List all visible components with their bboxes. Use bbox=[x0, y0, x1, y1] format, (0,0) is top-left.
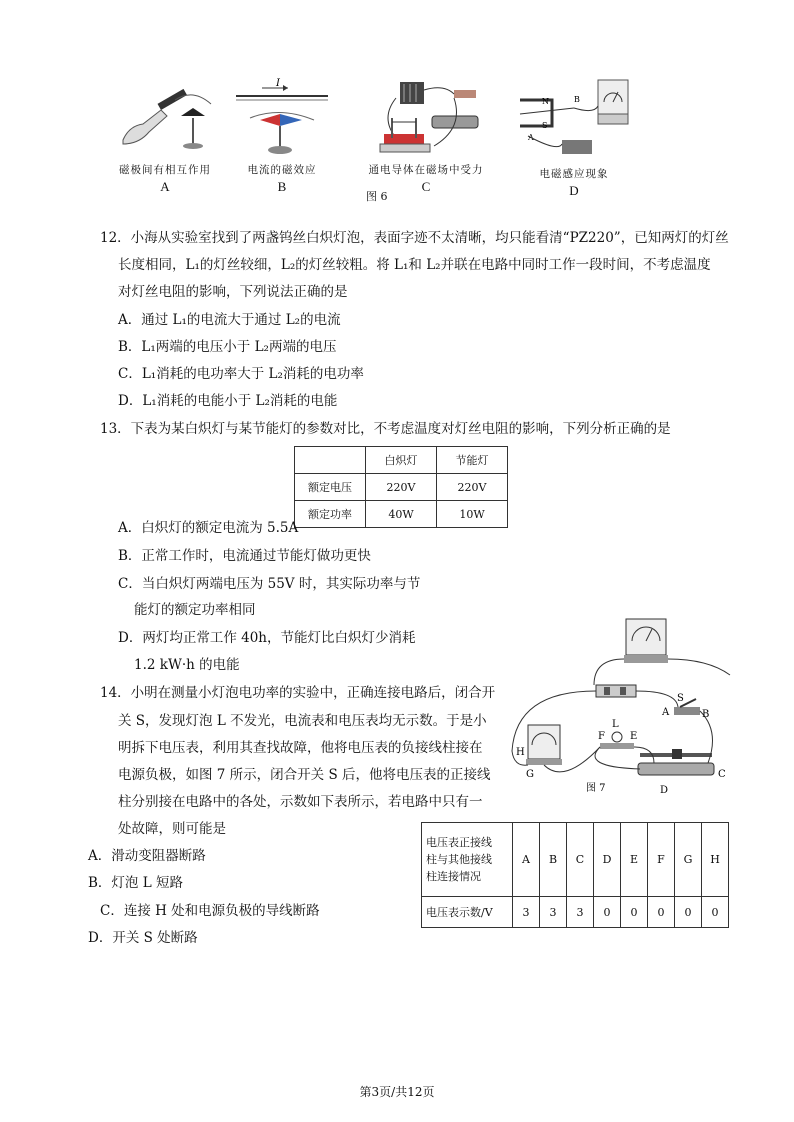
table-cell bbox=[295, 447, 366, 474]
force-on-conductor-illustration bbox=[366, 78, 486, 158]
q14-stem-line-5: 柱分别接在电路中的各处，示数如下表所示，若电路中只有一 bbox=[118, 794, 483, 810]
q12-stem-line-2: 长度相同，L₁的灯丝较细，L₂的灯丝较粗。将 L₁和 L₂并联在电路中同时工作一段时间，不考虑温度 bbox=[118, 257, 711, 273]
fig7-label-e: E bbox=[630, 731, 638, 742]
fig7-label-f: F bbox=[598, 731, 605, 742]
q14-option-a: A．滑动变阻器断路 bbox=[88, 848, 206, 864]
figure6-letter-b: B bbox=[277, 179, 287, 194]
table-cell: 3 bbox=[567, 897, 594, 928]
figure6-item-d bbox=[514, 78, 634, 199]
table-cell: A bbox=[513, 823, 540, 897]
q14-stem-line-3: 明拆下电压表，利用其查找故障，他将电压表的负接线柱接在 bbox=[118, 740, 483, 756]
q12-option-b: B．L₁两端的电压小于 L₂两端的电压 bbox=[118, 339, 337, 355]
fig7-label-h: H bbox=[516, 747, 525, 758]
header-line: 电压表正接线 bbox=[426, 836, 492, 849]
q14-option-b: B．灯泡 L 短路 bbox=[88, 875, 183, 891]
oersted-experiment-illustration bbox=[232, 78, 332, 158]
figure6-letter-d: D bbox=[569, 183, 579, 198]
svg-text:S: S bbox=[542, 121, 548, 130]
q12-stem-line-3: 对灯丝电阻的影响，下列说法正确的是 bbox=[118, 284, 348, 300]
table-row bbox=[295, 447, 508, 474]
table-row-label: 电压表示数/V bbox=[422, 897, 513, 928]
header-line: 柱连接情况 bbox=[426, 870, 481, 883]
table-cell: 0 bbox=[675, 897, 702, 928]
q12-option-d: D．L₁消耗的电能小于 L₂消耗的电能 bbox=[118, 393, 338, 409]
table-row bbox=[295, 501, 508, 528]
svg-text:N: N bbox=[542, 97, 549, 106]
figure6-caption-a: 磁极间有相互作用 bbox=[119, 164, 211, 176]
table-cell: 220V bbox=[366, 474, 437, 501]
table-cell: 0 bbox=[621, 897, 648, 928]
table-cell: G bbox=[675, 823, 702, 897]
table-row bbox=[422, 897, 729, 928]
table-cell: E bbox=[621, 823, 648, 897]
fig7-label-g: G bbox=[526, 769, 534, 780]
figure7-label: 图 7 bbox=[586, 783, 606, 794]
q13-option-c-line-2: 能灯的额定功率相同 bbox=[134, 602, 256, 618]
q13-option-b: B．正常工作时，电流通过节能灯做功更快 bbox=[118, 548, 371, 564]
table-cell: 节能灯 bbox=[437, 447, 508, 474]
table-cell: D bbox=[594, 823, 621, 897]
svg-text:B: B bbox=[574, 95, 580, 104]
table-cell: B bbox=[540, 823, 567, 897]
table-cell: 白炽灯 bbox=[366, 447, 437, 474]
q14-option-d: D．开关 S 处断路 bbox=[88, 930, 198, 946]
figure6-item-a bbox=[105, 78, 225, 195]
figure6-item-b bbox=[232, 78, 332, 195]
header-line: 柱与其他接线 bbox=[426, 853, 492, 866]
table-cell: H bbox=[702, 823, 729, 897]
figure6-caption-b: 电流的磁效应 bbox=[247, 164, 317, 176]
q13-option-d-line-2: 1.2 kW·h 的电能 bbox=[134, 657, 240, 673]
figure6-letter-a: A bbox=[160, 179, 170, 194]
figure6-label: 图 6 bbox=[366, 190, 388, 203]
table-row bbox=[295, 474, 508, 501]
table-cell: 220V bbox=[437, 474, 508, 501]
q12-stem-line-1: 12．小海从实验室找到了两盏钨丝白炽灯泡，表面字迹不太清晰，均只能看清“PZ220”，已知两灯的灯丝 bbox=[100, 230, 729, 246]
q12-option-c: C．L₁消耗的电功率大于 L₂消耗的电功率 bbox=[118, 366, 364, 382]
table-cell: 0 bbox=[594, 897, 621, 928]
fig7-label-d: D bbox=[660, 785, 669, 796]
fig7-label-a: A bbox=[662, 707, 670, 718]
fig7-label-b: B bbox=[702, 709, 710, 720]
q14-stem-line-6: 处故障，则可能是 bbox=[118, 821, 226, 837]
q14-stem-line-2: 关 S，发现灯泡 L 不发光，电流表和电压表均无示数。于是小 bbox=[118, 713, 487, 729]
q14-option-c: C．连接 H 处和电源负极的导线断路 bbox=[100, 903, 320, 919]
current-label: I bbox=[276, 78, 280, 89]
table-cell: 额定功率 bbox=[295, 501, 366, 528]
table-cell: 额定电压 bbox=[295, 474, 366, 501]
q14-stem-line-4: 电源负极，如图 7 所示，闭合开关 S 后，他将电压表的正接线 bbox=[118, 767, 491, 783]
fig7-label-l: L bbox=[612, 719, 619, 730]
figure7-circuit bbox=[500, 615, 732, 805]
q14-stem-line-1: 14．小明在测量小灯泡电功率的实验中，正确连接电路后，闭合开 bbox=[100, 685, 496, 701]
q12-option-a: A．通过 L₁的电流大于通过 L₂的电流 bbox=[118, 312, 341, 328]
fig7-label-c: C bbox=[718, 769, 726, 780]
figure6-item-c bbox=[360, 78, 492, 195]
figure6-caption-c: 通电导体在磁场中受力 bbox=[368, 164, 484, 176]
table-row bbox=[422, 823, 729, 897]
q13-option-a: A．白炽灯的额定电流为 5.5A bbox=[118, 520, 299, 536]
figure6-caption-d: 电磁感应现象 bbox=[539, 168, 609, 180]
q13-option-d-line-1: D．两灯均正常工作 40h，节能灯比白炽灯少消耗 bbox=[118, 630, 416, 646]
induction-illustration bbox=[514, 78, 634, 162]
q13-stem: 13．下表为某白炽灯与某节能灯的参数对比，不考虑温度对灯丝电阻的影响，下列分析正确的是 bbox=[100, 421, 671, 437]
table-cell: 3 bbox=[540, 897, 567, 928]
figure6-letter-c: C bbox=[421, 179, 431, 194]
q13-option-c-line-1: C．当白炽灯两端电压为 55V 时，其实际功率与节 bbox=[118, 576, 421, 592]
table-header-label bbox=[422, 823, 513, 897]
table-cell: F bbox=[648, 823, 675, 897]
svg-text:A: A bbox=[528, 133, 534, 142]
q14-voltage-table bbox=[421, 822, 729, 928]
table-cell: 0 bbox=[648, 897, 675, 928]
table-cell: 3 bbox=[513, 897, 540, 928]
q13-parameter-table bbox=[294, 446, 508, 528]
table-cell: C bbox=[567, 823, 594, 897]
fig7-label-s: S bbox=[677, 693, 684, 704]
table-cell: 40W bbox=[366, 501, 437, 528]
table-cell: 10W bbox=[437, 501, 508, 528]
magnet-compass-illustration bbox=[115, 78, 215, 158]
page-number-footer: 第3页/共12页 bbox=[359, 1085, 435, 1099]
table-cell: 0 bbox=[702, 897, 729, 928]
